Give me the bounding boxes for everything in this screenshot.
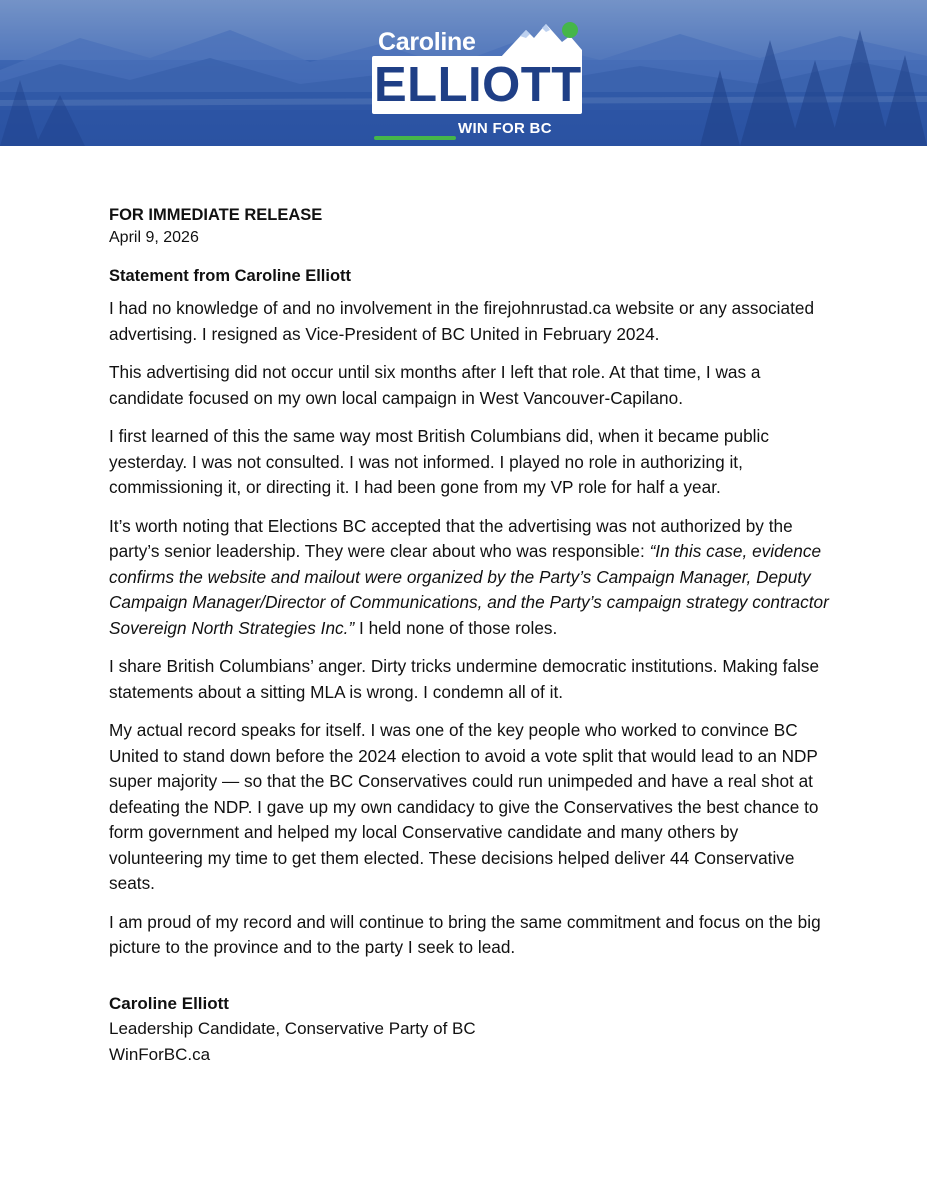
paragraph-7: I am proud of my record and will continue to bring the same commitment and focus on the big picture to the province and to the party I seek to lead. <box>109 911 821 957</box>
paragraph-5: I share British Columbians’ anger. Dirty tricks undermine democratic institutions. Making false statements about a sitting MLA is wrong. I condemn all of it. <box>109 656 820 702</box>
logo-green-swoosh <box>374 136 456 140</box>
paragraph-4 <box>109 514 829 642</box>
release-date: April 9, 2026 <box>109 229 199 246</box>
paragraph-6: My actual record speaks for itself. I was one of the key people who worked to convince BC United to stand down before the 2024 election to avoid a vote split that would lead to an NDP super majority — so that the BC Conservatives could run unimpeded and have a real shot at defeating the NDP. I gave up my own candidacy to give the Conservatives the best chance to form government and helped my local Conservative candidate and many others by volunteering my time to get them elected. These decisions helped deliver 44 Conservative seats. <box>109 720 819 893</box>
logo-tagline: WIN FOR BC <box>458 120 552 137</box>
press-release-body <box>109 205 829 1068</box>
paragraph-2: This advertising did not occur until six months after I left that role. At that time, I was a candidate focused on my own local campaign in West Vancouver-Capilano. <box>109 362 761 408</box>
campaign-logo <box>372 28 582 137</box>
mountain-logo-icon <box>500 20 582 60</box>
logo-first-name: Caroline <box>378 28 476 56</box>
signature-block <box>109 991 829 1068</box>
signature-name: Caroline Elliott <box>109 993 229 1013</box>
release-label: FOR IMMEDIATE RELEASE <box>109 206 323 224</box>
paragraph-3: I first learned of this the same way most British Columbians did, when it became public yesterday. I was not consulted. I was not informed. I played no role in authorizing it, commissioning it, or directing it. I had been gone from my VP role for half a year. <box>109 426 769 497</box>
signature-website: WinForBC.ca <box>109 1044 211 1064</box>
header-banner <box>0 0 927 146</box>
signature-title: Leadership Candidate, Conservative Party of BC <box>109 1018 476 1038</box>
statement-headline: Statement from Caroline Elliott <box>109 267 352 285</box>
paragraph-1: I had no knowledge of and no involvement in the firejohnrustad.ca website or any associated advertising. I resigned as Vice-President of BC United in February 2024. <box>109 298 815 344</box>
elections-bc-quote: “In this case, evidence confirms the website and mailout were organized by the Party’s Campaign Manager, Deputy Campaign Manager/Director of Communications, and the Party’s campaign strategy contractor Sovereign North Strategies Inc.” <box>109 541 829 638</box>
paragraph-4-intro: It’s worth noting that Elections BC accepted that the advertising was not authorized by the party’s senior leadership. They were clear about who was responsible: <box>109 515 793 561</box>
logo-surname: ELLIOTT <box>374 58 582 112</box>
paragraph-4-outro: I held none of those roles. <box>354 617 558 638</box>
